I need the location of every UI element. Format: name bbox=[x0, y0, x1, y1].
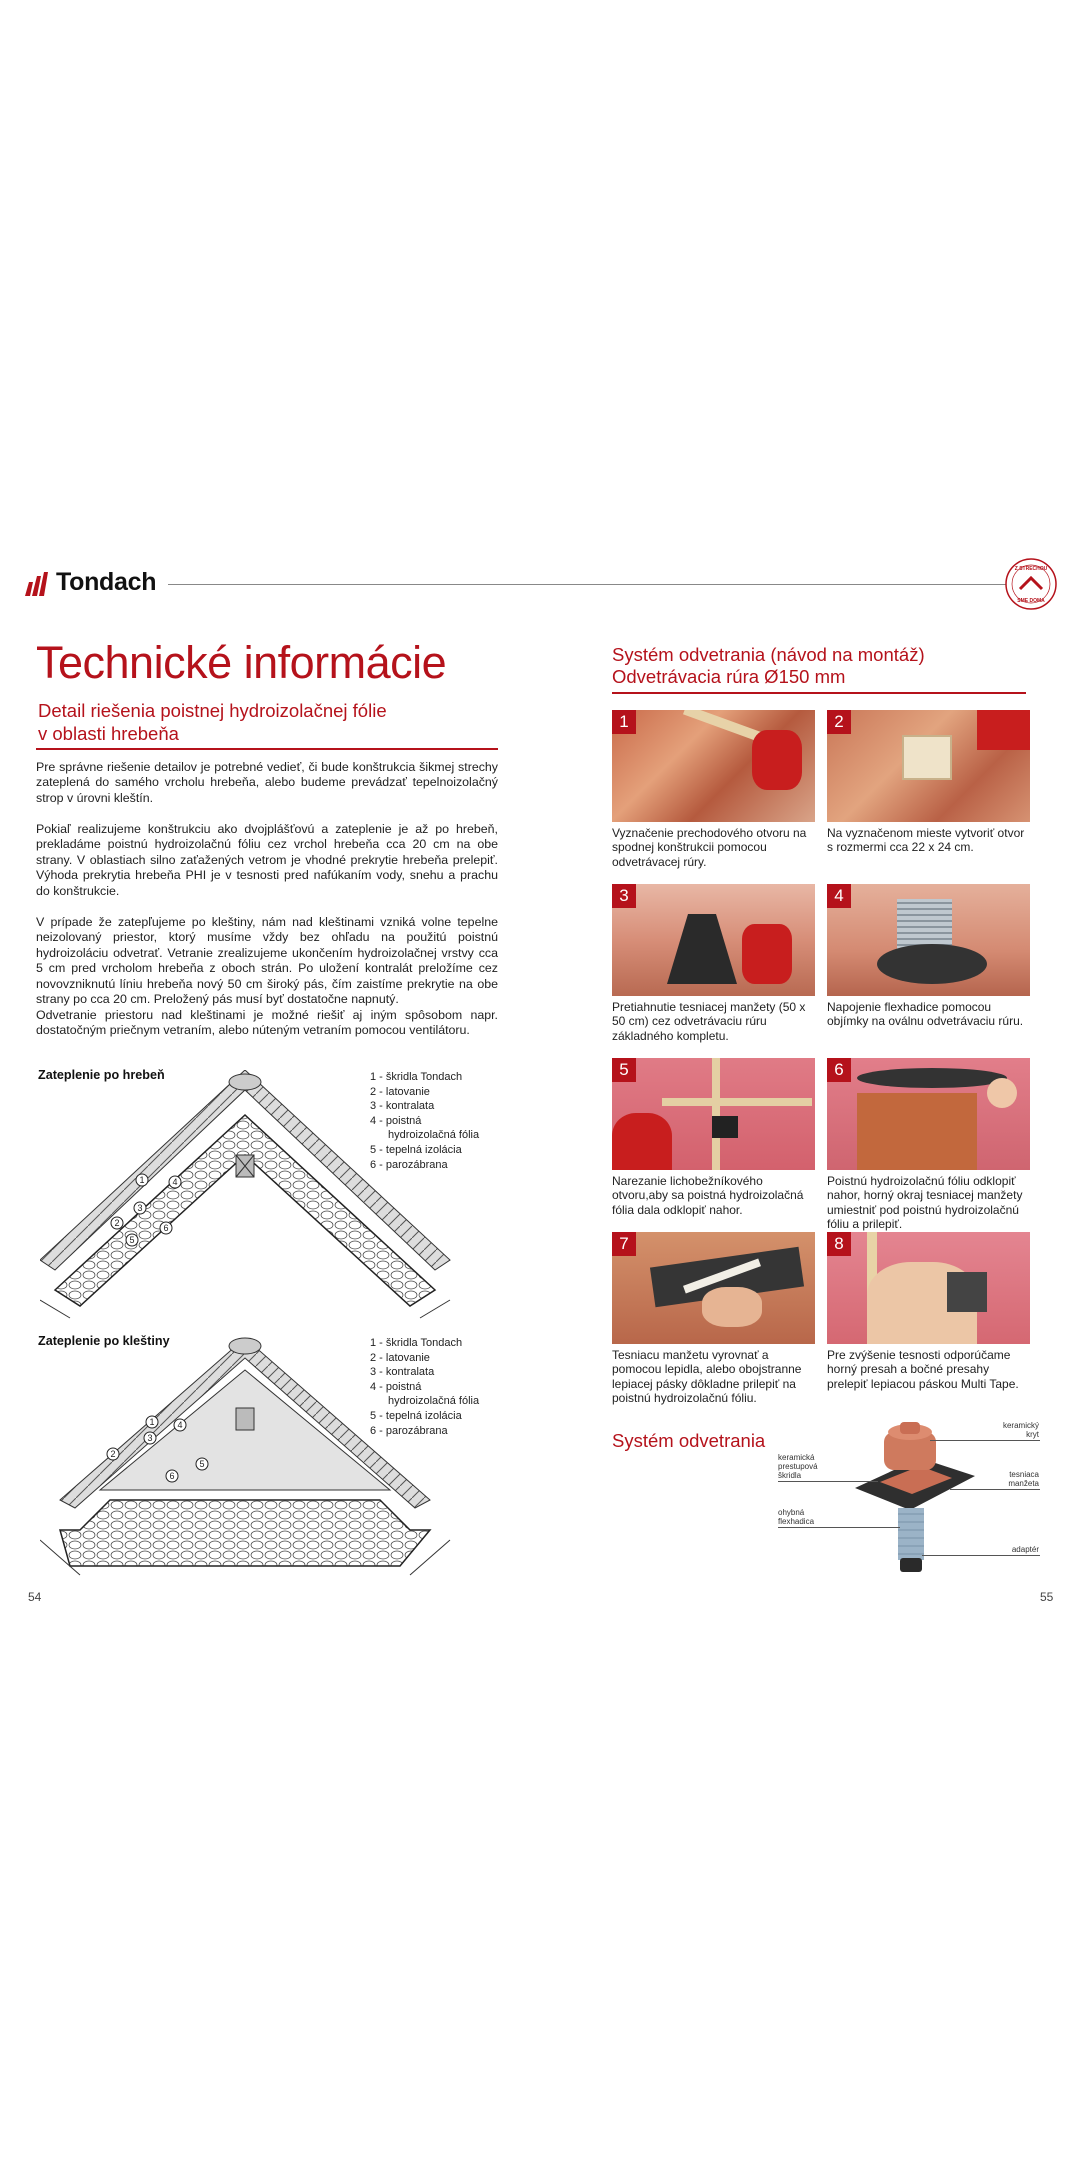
right-title-rule bbox=[612, 692, 1026, 694]
step-7 bbox=[612, 1232, 815, 1406]
step-3-photo bbox=[612, 884, 815, 996]
step-1-photo bbox=[612, 710, 815, 822]
paragraph-4: Odvetranie priestoru nad kleštinami je možné riešiť aj iným spôsobom napr. dostatočným priečnym vetraním, alebo núteným vetraním pomocou ventilátoru. bbox=[36, 1008, 498, 1038]
step-2-photo bbox=[827, 710, 1030, 822]
step-2-number: 2 bbox=[827, 710, 851, 734]
subtitle-line-2: v oblasti hrebeňa bbox=[38, 723, 179, 744]
step-6-caption: Poistnú hydroizolačnú fóliu odklopiť nahor, horný okraj tesniacej manžety umiestniť pod poistnú hydroizolačnú fóliu a prilepiť. bbox=[827, 1174, 1023, 1232]
step-7-photo bbox=[612, 1232, 815, 1344]
step-8-caption: Pre zvýšenie tesnosti odporúčame horný presah a bočné presahy prelepiť lepiacou páskou Multi Tape. bbox=[827, 1348, 1019, 1391]
label-collar bbox=[995, 1470, 1039, 1488]
legend-item: 4 - poistná bbox=[370, 1380, 422, 1393]
label-line-collar bbox=[950, 1489, 1040, 1490]
step-6 bbox=[827, 1058, 1030, 1232]
brand-name: Tondach bbox=[56, 568, 157, 596]
label-line-hose bbox=[778, 1527, 900, 1528]
step-4-photo bbox=[827, 884, 1030, 996]
step-6-number: 6 bbox=[827, 1058, 851, 1082]
label-line-adapter bbox=[922, 1555, 1040, 1556]
subtitle-rule bbox=[36, 748, 498, 750]
step-3-number: 3 bbox=[612, 884, 636, 908]
diagram2-roof-section bbox=[40, 1330, 460, 1580]
step-3-caption: Pretiahnutie tesniacej manžety (50 x 50 cm) cez odvetrávaciu rúru základného kompletu. bbox=[612, 1000, 806, 1043]
callout-1: 1 bbox=[139, 1175, 145, 1185]
page-number-left: 54 bbox=[28, 1590, 42, 1604]
page-number-right: 55 bbox=[1040, 1590, 1054, 1604]
callout-6: 6 bbox=[169, 1471, 175, 1481]
right-title-line-2: Odvetrávacia rúra Ø150 mm bbox=[612, 666, 846, 687]
paragraph-2: Pokiaľ realizujeme konštrukciu ako dvojplášťovú a zateplenie je až po hrebeň, prekladáme poistnú hydroizolačnú fóliu cez vrchol hrebeňa cca 20 cm na obe strany. V oblastiach silno zaťažených vetrom je vhodné prekrytie hrebeňa prelepiť. Výhoda prekrytia hrebeňa PHI je v tesnosti pred nafúkaním vody, snehu a prachu do konštrukcie. bbox=[36, 822, 498, 898]
label-line: tesniaca bbox=[1009, 1470, 1039, 1479]
step-5-number: 5 bbox=[612, 1058, 636, 1082]
step-5-caption: Narezanie lichobežníkového otvoru,aby sa poistná hydroizolačná fólia dala odklopiť nahor. bbox=[612, 1174, 804, 1217]
legend-item: 3 - kontralata bbox=[370, 1366, 435, 1379]
legend-item: 6 - parozábrana bbox=[370, 1424, 448, 1437]
paragraph-1: Pre správne riešenie detailov je potrebné vedieť, či bude konštrukcia šikmej strechy zateplená do samého vrcholu hrebeňa, alebo budeme prevádzať tepelnoizolačný strop v úrovni kleštín. bbox=[36, 760, 498, 805]
callout-3: 3 bbox=[137, 1203, 143, 1213]
callout-3: 3 bbox=[147, 1433, 153, 1443]
tondach-logo-icon bbox=[24, 570, 50, 596]
right-title bbox=[612, 644, 925, 688]
page-title: Technické informácie bbox=[36, 637, 447, 688]
callout-2: 2 bbox=[110, 1449, 116, 1459]
callout-4: 4 bbox=[177, 1420, 183, 1430]
step-1 bbox=[612, 710, 815, 869]
legend-item: 5 - tepelná izolácia bbox=[370, 1143, 462, 1156]
legend-item: 4 - poistná bbox=[370, 1114, 422, 1127]
step-7-number: 7 bbox=[612, 1232, 636, 1256]
legend-item: 1 - škridla Tondach bbox=[370, 1071, 463, 1083]
label-adapter bbox=[995, 1545, 1039, 1554]
label-hose bbox=[778, 1508, 814, 1526]
step-2 bbox=[827, 710, 1030, 855]
callout-5: 5 bbox=[129, 1235, 135, 1245]
label-line-tile bbox=[778, 1481, 878, 1482]
diagram2-title: Zateplenie po kleštiny bbox=[38, 1334, 170, 1348]
callout-5: 5 bbox=[199, 1459, 205, 1469]
label-line: adaptér bbox=[1011, 1545, 1039, 1554]
legend-item: 2 - latovanie bbox=[370, 1351, 430, 1364]
header-divider bbox=[168, 584, 1006, 585]
step-8 bbox=[827, 1232, 1030, 1391]
diagram1-roof-section bbox=[40, 1070, 460, 1320]
label-ceramic-cover bbox=[995, 1421, 1039, 1439]
step-3 bbox=[612, 884, 815, 1043]
badge-bottom-text: SME DOMA bbox=[1017, 598, 1045, 604]
legend-item: hydroizolačná fólia bbox=[388, 1129, 480, 1142]
badge-top-text: Z STRECHOU bbox=[1014, 566, 1048, 572]
step-4-caption: Napojenie flexhadice pomocou objímky na oválnu odvetrávaciu rúru. bbox=[827, 1000, 1024, 1029]
label-line: škridla bbox=[778, 1471, 802, 1480]
label-line-ceramic bbox=[930, 1440, 1040, 1441]
label-line: flexhadica bbox=[778, 1517, 815, 1526]
tondach-logo bbox=[24, 568, 156, 597]
ventilation-pipe-illustration bbox=[850, 1418, 980, 1578]
subtitle-line-1: Detail riešenia poistnej hydroizolačnej fólie bbox=[38, 700, 387, 721]
step-5-photo bbox=[612, 1058, 815, 1170]
z-strechou-badge bbox=[1004, 557, 1058, 616]
legend-item: 1 - škridla Tondach bbox=[370, 1337, 463, 1349]
step-1-number: 1 bbox=[612, 710, 636, 734]
system-title: Systém odvetrania bbox=[612, 1430, 766, 1451]
step-8-photo bbox=[827, 1232, 1030, 1344]
callout-1: 1 bbox=[149, 1417, 155, 1427]
step-8-number: 8 bbox=[827, 1232, 851, 1256]
step-4 bbox=[827, 884, 1030, 1029]
legend-item: 2 - latovanie bbox=[370, 1085, 430, 1098]
legend-item: 5 - tepelná izolácia bbox=[370, 1409, 462, 1422]
step-6-photo bbox=[827, 1058, 1030, 1170]
step-7-caption: Tesniacu manžetu vyrovnať a pomocou lepidla, alebo obojstranne lepiacej pásky dôkladne prilepiť na poistnú hydroizolačnú fóliu. bbox=[612, 1348, 802, 1406]
step-1-caption: Vyznačenie prechodového otvoru na spodnej konštrukcii pomocou odvetrávacej rúry. bbox=[612, 826, 807, 869]
right-title-line-1: Systém odvetrania (návod na montáž) bbox=[612, 644, 925, 665]
label-line: kryt bbox=[1026, 1430, 1039, 1439]
label-tile bbox=[778, 1453, 818, 1480]
callout-6: 6 bbox=[163, 1223, 169, 1233]
legend-item: 3 - kontralata bbox=[370, 1100, 435, 1113]
callout-4: 4 bbox=[172, 1177, 178, 1187]
label-line: ohybná bbox=[778, 1508, 805, 1517]
label-line: manžeta bbox=[1008, 1479, 1039, 1488]
label-line: prestupová bbox=[778, 1462, 818, 1471]
step-4-number: 4 bbox=[827, 884, 851, 908]
label-line: keramický bbox=[1002, 1421, 1039, 1430]
paragraph-3: V prípade že zatepľujeme po kleštiny, nám nad kleštinami vzniká volne tepelne neizolovaný priestor, ktorý musíme vždy bez ohľadu na použitú poistnú hydroizoláciu odvetrať. Vetranie zrealizujeme ukončením hydroizolačnej vrstvy cca 5 cm pred vrcholom hrebeňa z oboch strán. Po uložení kontralát preložíme cez novovzniknutú líniu hrebeňa nový 50 cm široký pás, čím zaistíme prekrytie na obe strany po cca 20 cm. Preložený pás musí byť dostatočne napnutý. bbox=[36, 915, 498, 1007]
step-2-caption: Na vyznačenom mieste vytvoriť otvor s rozmermi cca 22 x 24 cm. bbox=[827, 826, 1025, 855]
label-line: keramická bbox=[778, 1453, 815, 1462]
legend-item: 6 - parozábrana bbox=[370, 1158, 448, 1171]
step-5 bbox=[612, 1058, 815, 1217]
legend-item: hydroizolačná fólia bbox=[388, 1395, 480, 1408]
diagram1-title: Zateplenie po hrebeň bbox=[38, 1068, 165, 1082]
section-subtitle bbox=[38, 699, 498, 745]
callout-2: 2 bbox=[114, 1218, 120, 1228]
